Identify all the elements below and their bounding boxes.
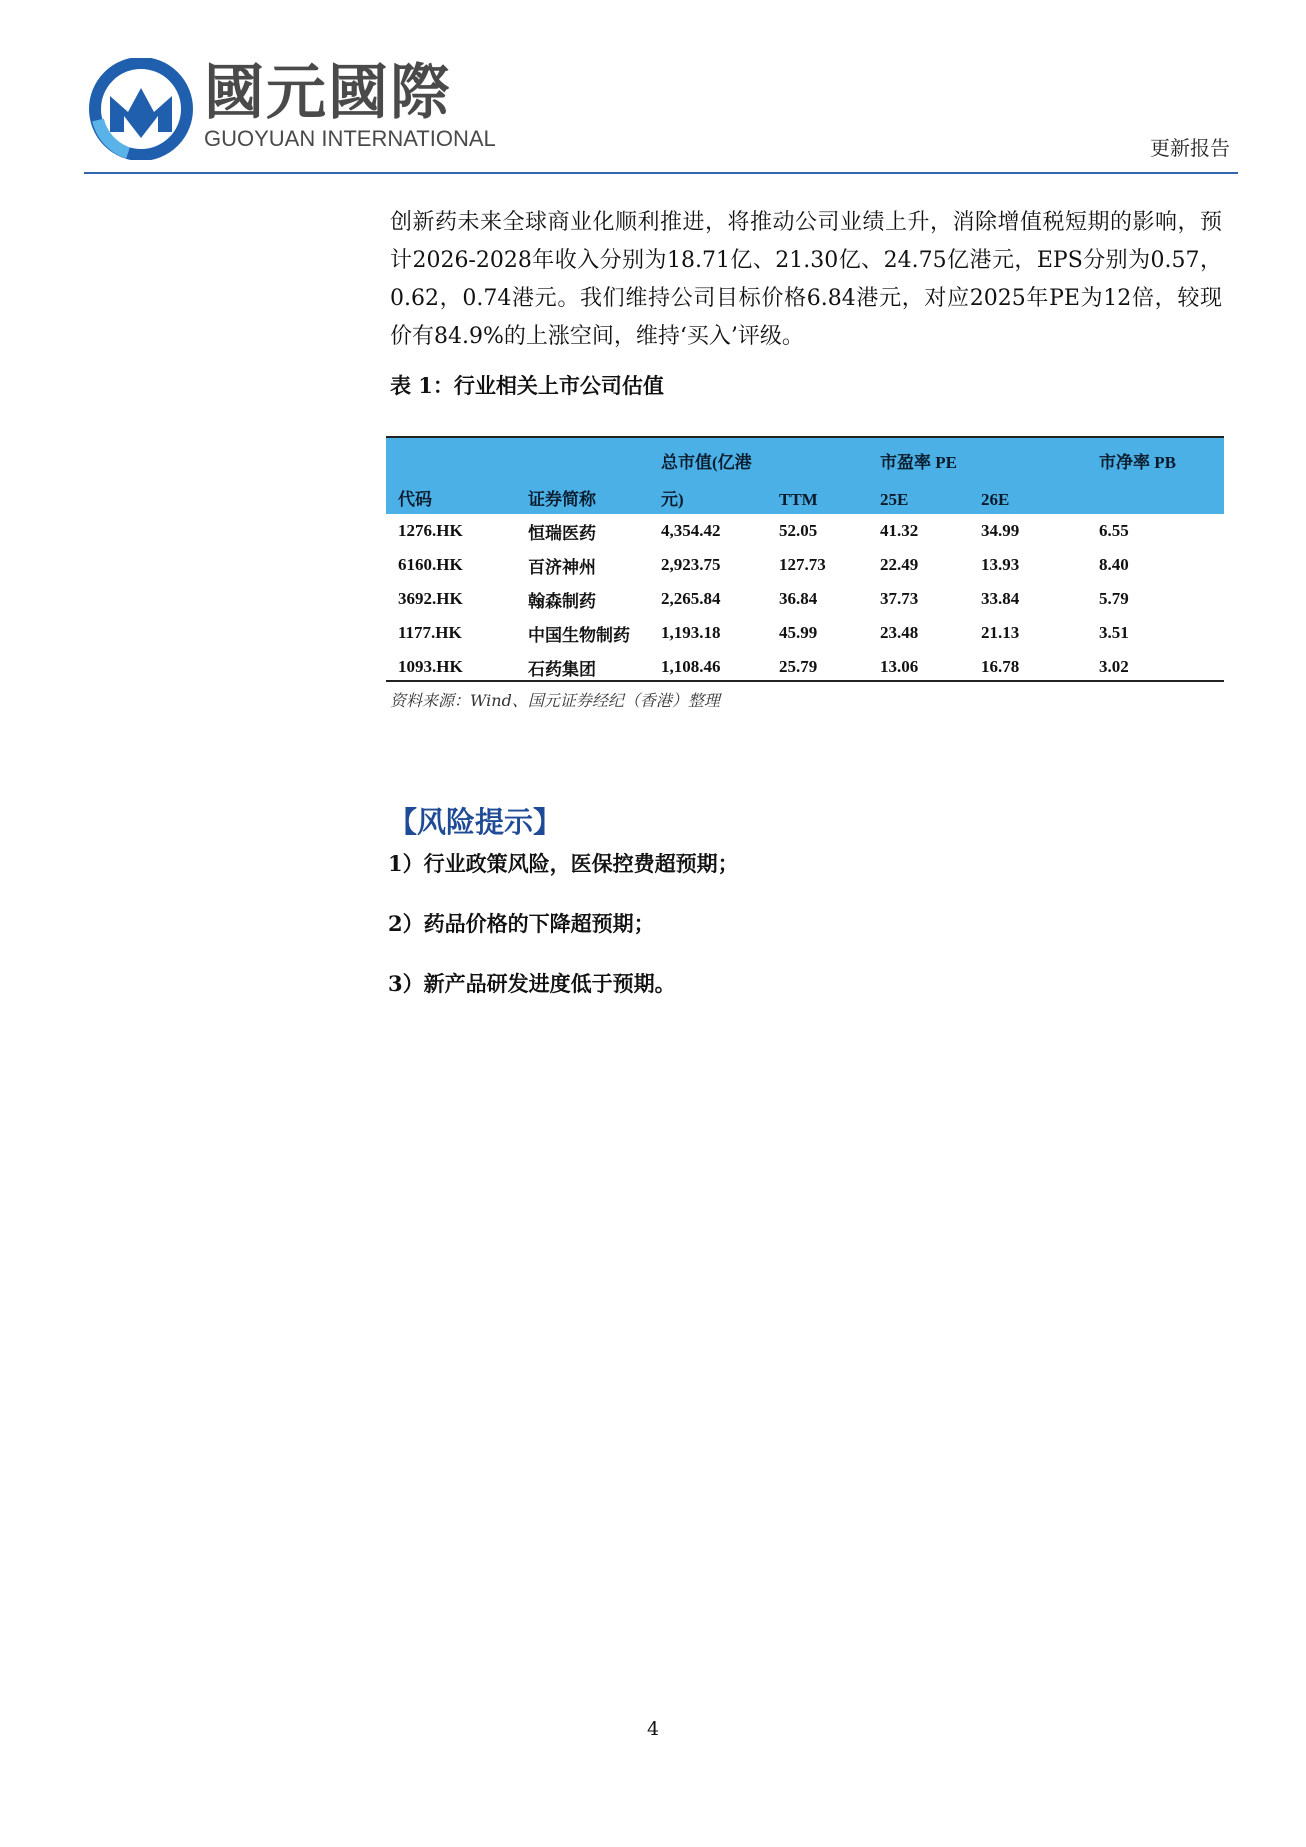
header-cell-pe: 市盈率 PE xyxy=(880,452,957,472)
table-row xyxy=(386,616,1224,650)
cell-25e: 41.32 xyxy=(880,521,919,540)
table-source-note: 资料来源：Wind、国元证券经纪（香港）整理 xyxy=(390,691,720,710)
cell-25e: 22.49 xyxy=(880,555,919,574)
body-paragraph: 创新药未来全球商业化顺利推进，将推动公司业绩上升，消除增值税短期的影响，预计2026-2028年收入分别为18.71亿、21.30亿、24.75亿港元，EPS分别为0.57，0.62，0.74港元。我们维持公司目标价格6.84港元，对应2025年PE为12倍，较现价有84.9%的上涨空间，维持‘买入’评级。 xyxy=(390,210,1222,349)
cell-code: 1093.HK xyxy=(398,657,463,676)
table-header-row xyxy=(386,478,1224,514)
header-cell xyxy=(969,438,1087,478)
cell-pb: 5.79 xyxy=(1099,589,1129,608)
cell-market-cap: 2,923.75 xyxy=(661,555,721,574)
table-row xyxy=(386,548,1224,582)
header-cell xyxy=(386,438,516,478)
header-cell-25e: 25E xyxy=(880,490,909,509)
guoyuan-logo-icon xyxy=(88,58,194,160)
header-cell-pb: 市净率 PB xyxy=(1099,452,1176,472)
cell-26e: 13.93 xyxy=(981,555,1020,574)
table-row xyxy=(386,650,1224,684)
cell-26e: 33.84 xyxy=(981,589,1020,608)
cell-market-cap: 4,354.42 xyxy=(661,521,721,540)
cell-name: 中国生物制药 xyxy=(528,625,630,645)
cell-26e: 16.78 xyxy=(981,657,1020,676)
cell-name: 翰森制药 xyxy=(528,591,596,611)
cell-code: 6160.HK xyxy=(398,555,463,574)
table-row xyxy=(386,582,1224,616)
header-cell-market-cap-unit: 元) xyxy=(661,490,684,509)
cell-name: 恒瑞医药 xyxy=(528,523,596,543)
cell-pb: 3.51 xyxy=(1099,623,1129,642)
valuation-table xyxy=(386,438,1224,684)
risk-item: 2）药品价格的下降超预期； xyxy=(388,911,655,936)
risk-item: 1）行业政策风险，医保控费超预期； xyxy=(388,851,739,876)
document-type: 更新报告 xyxy=(1150,136,1230,160)
cell-pb: 6.55 xyxy=(1099,521,1129,540)
cell-26e: 34.99 xyxy=(981,521,1020,540)
cell-name: 百济神州 xyxy=(528,557,596,577)
cell-market-cap: 1,193.18 xyxy=(661,623,721,642)
risk-item: 3）新产品研发进度低于预期。 xyxy=(388,971,676,996)
cell-pb: 8.40 xyxy=(1099,555,1129,574)
cell-ttm: 36.84 xyxy=(779,589,818,608)
header-cell-market-cap: 总市值(亿港 xyxy=(661,452,752,472)
header-cell xyxy=(767,438,868,478)
brand-name-en: GUOYUAN INTERNATIONAL xyxy=(204,126,496,151)
cell-code: 1177.HK xyxy=(398,623,462,642)
cell-ttm: 45.99 xyxy=(779,623,818,642)
table-title: 表 1：行业相关上市公司估值 xyxy=(390,373,664,398)
cell-ttm: 25.79 xyxy=(779,657,818,676)
cell-market-cap: 1,108.46 xyxy=(661,657,721,676)
cell-ttm: 52.05 xyxy=(779,521,818,540)
header-divider xyxy=(84,172,1238,174)
cell-market-cap: 2,265.84 xyxy=(661,589,721,608)
cell-code: 3692.HK xyxy=(398,589,463,608)
header-cell-code: 代码 xyxy=(398,490,432,509)
page-number: 4 xyxy=(646,1718,660,1740)
header-cell xyxy=(1087,478,1224,514)
cell-25e: 23.48 xyxy=(880,623,919,642)
cell-25e: 13.06 xyxy=(880,657,919,676)
cell-name: 石药集团 xyxy=(528,659,596,679)
table-row xyxy=(386,514,1224,548)
table-bottom-rule xyxy=(386,680,1224,682)
risk-section-title: 【风险提示】 xyxy=(388,805,563,839)
header-cell-26e: 26E xyxy=(981,490,1010,509)
header-cell xyxy=(516,438,649,478)
cell-pb: 3.02 xyxy=(1099,657,1129,676)
brand-name-cn: 國元國際 xyxy=(204,58,452,128)
table-header-row xyxy=(386,438,1224,478)
cell-26e: 21.13 xyxy=(981,623,1020,642)
header-cell-ttm: TTM xyxy=(779,490,818,509)
cell-25e: 37.73 xyxy=(880,589,919,608)
cell-code: 1276.HK xyxy=(398,521,463,540)
header-cell-name: 证券简称 xyxy=(528,490,596,509)
cell-ttm: 127.73 xyxy=(779,555,826,574)
